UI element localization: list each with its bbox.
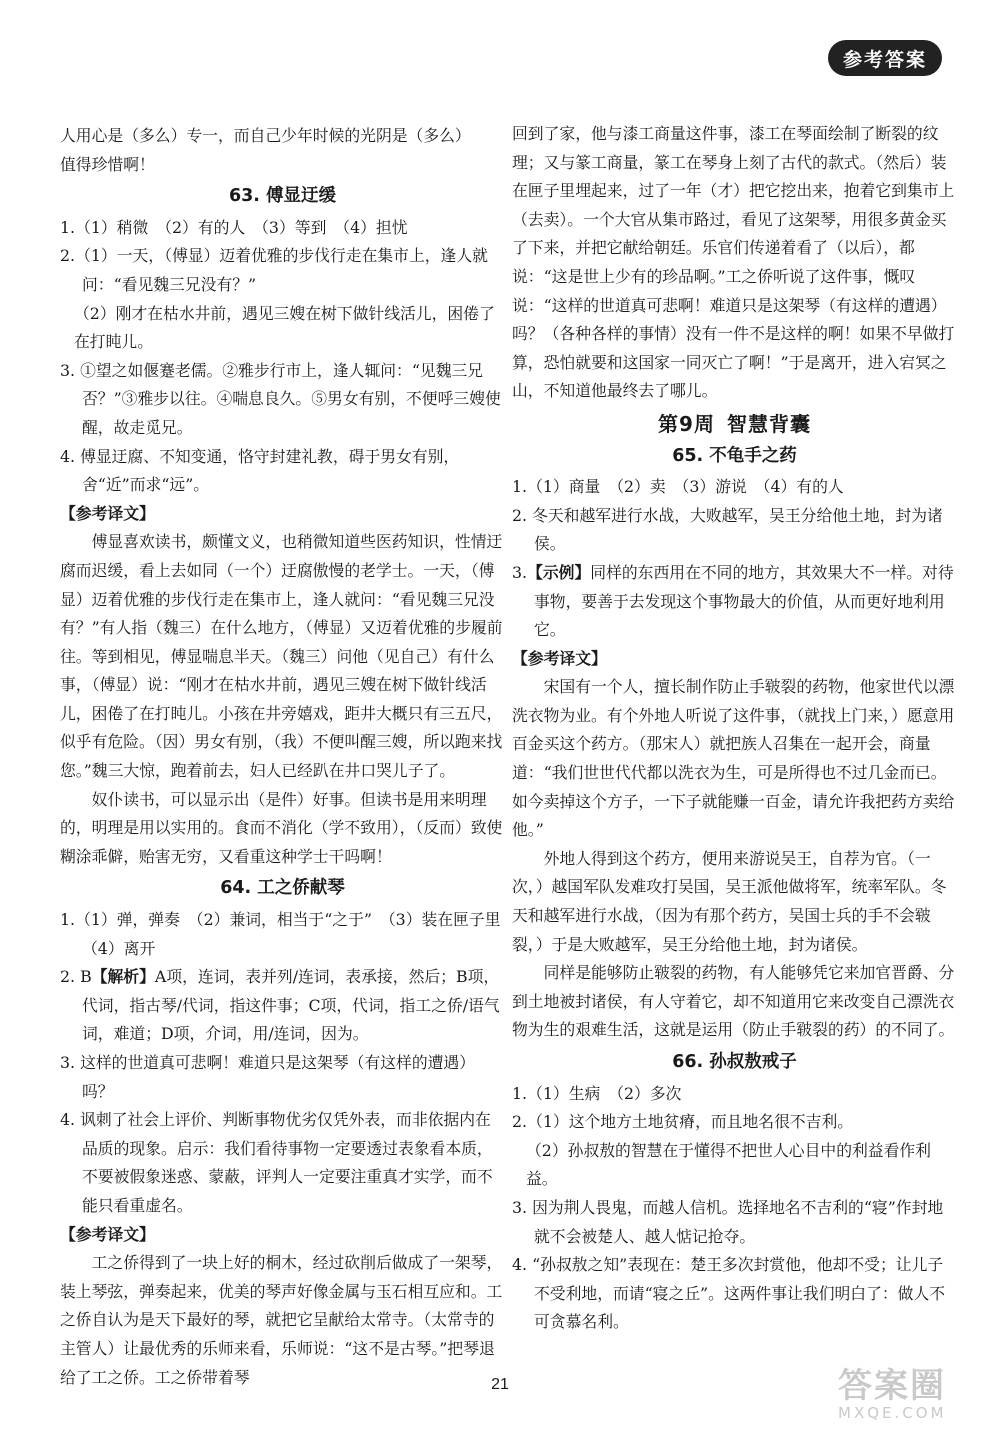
s66-answer-4: 4. “孙叔敖之知”表现在：楚王多次封赏他，他却不受；让儿子不受利地，而请“寝之丘”。这两件事让我们明白了：做人不可贪慕名利。 [512, 1255, 946, 1332]
s65-answer-3-prefix: 3. [512, 562, 528, 582]
s64-answer-2-prefix: 2. B [60, 967, 92, 987]
section-title-64: 64. 工之侨献琴 [220, 878, 345, 899]
s63-answer-4: 4. 傅显迂腐、不知变通，恪守封建礼教，碍于男女有别，舍“近”而求“远”。 [60, 446, 460, 495]
s65-answer-1: 1.（1）商量 （2）卖 （3）游说 （4）有的人 [512, 477, 844, 497]
page-number: 21 [491, 1376, 509, 1393]
s63-answer-1: 1.（1）稍微 （2）有的人 （3）等到 （4）担忧 [60, 217, 408, 237]
s65-translation-p3: 同样是能够防止皲裂的药物，有人能够凭它来加官晋爵、分到土地被封诸侯，有人守着它，却不知道用它来改变自己漂洗衣物为生的艰难生活，这就是运用（防止手皲裂的药）的不同了。 [512, 963, 955, 1040]
watermark-site: MXQE.COM [838, 1404, 947, 1422]
week-heading [512, 410, 957, 439]
section-title-66: 66. 孙叔敖戒子 [672, 1052, 797, 1072]
s65-answer-2: 2. 冬天和越军进行水战，大败越军，吴王分给他土地，封为诸侯。 [512, 505, 943, 554]
s63-reference-label: 【参考译文】 [60, 503, 155, 523]
s66-answer-1: 1.（1）生病 （2）多次 [512, 1083, 682, 1103]
s64-translation-p1: 工之侨得到了一块上好的桐木，经过砍削后做成了一架琴，装上琴弦，弹奏起来，优美的琴声好像金属与玉石相互应和。工之侨自认为是天下最好的琴，就把它呈献给太常寺。（太常寺的主管人）让最优秀的乐师来看，乐师说：“这不是古琴。”把琴退给了工之侨。工之侨带着琴 [60, 1253, 503, 1387]
s65-example-label: 【示例】 [527, 562, 591, 582]
right-column [512, 120, 957, 1337]
intro-line-1: 人用心是（多么）专一，而自己少年时候的光阴是（多么） [60, 126, 471, 145]
s65-translation-p2: 外地人得到这个药方，便用来游说吴王，自荐为官。（一次，）越国军队发难攻打吴国，吴王派他做将军，统率军队。冬天和越军进行水战，（因为有那个药方，吴国士兵的手不会皲裂，）于是大败越军，吴王分给他土地，封为诸侯。 [512, 848, 947, 954]
s65-translation-p1: 宋国有一个人，擅长制作防止手皲裂的药物，他家世代以漂洗衣物为业。有个外地人听说了这件事，（就找上门来，）愿意用百金买这个药方。（那宋人）就把族人召集在一起开会，商量道：“我们世世代代都以洗衣为生，可是所得也不过几金而已。如今卖掉这个方子，一下子就能赚一百金，请允许我把药方卖给他。” [512, 677, 955, 840]
intro-line-2: 值得珍惜啊！ [60, 154, 155, 174]
s64-reference-label: 【参考译文】 [60, 1224, 155, 1244]
s63-answer-3: 3. ①望之如偃蹇老儒。②雅步行市上，逢人辄问：“见魏三兄否？”③雅步以往。④喘息良久。⑤男女有别，不便呼三嫂使醒，故走觅兄。 [60, 360, 501, 437]
watermark-logo [838, 1368, 978, 1428]
s66-answer-2b: （2）孙叔敖的智慧在于懂得不把世人心目中的利益看作利益。 [526, 1140, 931, 1189]
s64-answer-4: 4. 讽刺了社会上评价、判断事物优劣仅凭外表，而非依据内在品质的现象。启示：我们看待事物一定要透过表象看本质，不要被假象迷惑、蒙蔽，评判人一定要注重真才实学，而不能只看重虚名。 [60, 1110, 493, 1215]
s65-answer-3-body: 同样的东西用在不同的地方，其效果大不一样。对待事物，要善于去发现这个事物最大的价值，从而更好地利用它。 [534, 562, 954, 640]
week-theme: 智慧背囊 [726, 411, 811, 436]
s66-answer-3: 3. 因为荆人畏鬼，而越人信机。选择地名不吉利的“寝”作封地就不会被楚人、越人惦记抢夺。 [512, 1197, 944, 1246]
s64-analysis-label: 【解析】 [91, 967, 155, 987]
s66-answer-2a: 2.（1）这个地方土地贫瘠，而且地名很不吉利。 [512, 1112, 854, 1132]
s64-answer-3: 3. 这样的世道真可悲啊！难道只是这架琴（有这样的遭遇）吗？ [60, 1053, 476, 1101]
s65-answer-3 [512, 559, 957, 645]
s63-translation-p1: 傅显喜欢读书，颇懂文义，也稍微知道些医药知识，性情迂腐而迟缓，看上去如同（一个）迂腐傲慢的老学士。一天，（傅显）迈着优雅的步伐行走在集市上，逢人就问：“看见魏三兄没有？”有人指（魏三）在什么地方，（傅显）又迈着优雅的步履前往。等到相见，傅显喘息半天。（魏三）问他（见自己）有什么事，（傅显）说：“刚才在枯水井前，遇见三嫂在树下做针线活儿，困倦了在打盹儿。小孩在井旁嬉戏，距井大概只有三五尺，似乎有危险。（因）男女有别，（我）不便叫醒三嫂，所以跑来找您。”魏三大惊，跑着前去，妇人已经趴在井口哭儿子了。 [60, 532, 503, 781]
s63-translation-p2: 奴仆读书，可以显示出（是件）好事。但读书是用来明理的，明理是用以实用的。食而不消化（学不致用），（反而）致使糊涂乖僻，贻害无穷，又看重这种学士干吗啊！ [60, 789, 503, 866]
left-column [60, 122, 517, 1392]
watermark-logo-text: 答案圈 [838, 1366, 946, 1406]
s63-answer-2b: （2）刚才在枯水井前，遇见三嫂在树下做针线活儿，困倦了在打盹儿。 [74, 303, 495, 352]
answer-key-badge: 参考答案 [828, 40, 942, 76]
section-title-65: 65. 不龟手之药 [672, 445, 797, 466]
s64-answer-2 [60, 963, 505, 1049]
section-title-63: 63. 傅显迂缓 [228, 186, 337, 207]
s65-reference-label: 【参考译文】 [512, 648, 607, 668]
s64-answer-1: 1.（1）弹，弹奏 （2）兼词，相当于“之于” （3）装在匣子里 （4）离开 [60, 910, 517, 958]
week-number: 第9周 [658, 411, 715, 436]
s64-translation-continued: 回到了家，他与漆工商量这件事，漆工在琴面绘制了断裂的纹理；又与篆工商量，篆工在琴身上刻了古代的款式。（然后）装在匣子里埋起来，过了一年（才）把它挖出来，抱着它到集市上（去卖）。一个大官从集市路过，看见了这架琴，用很多黄金买了下来，并把它献给朝廷。乐官们传递着看了（以后），都说：“这是世上少有的珍品啊。”工之侨听说了这件事，慨叹说：“这样的世道真可悲啊！难道只是这架琴（有这样的遭遇）吗？（各种各样的事情）没有一件不是这样的啊！如果不早做打算，恐怕就要和这国家一同灭亡了啊！”于是离开，进入宕冥之山，不知道他最终去了哪儿。 [512, 124, 955, 401]
s64-answer-2-body: A项，连词，表并列/连词，表承接，然后；B项，代词，指古琴/代词，指这件事；C项，代词，指工之侨/语气词，难道；D项，介词，用/连词，因为。 [82, 967, 500, 1044]
s63-answer-2a: 2.（1）一天，（傅显）迈着优雅的步伐行走在集市上，逢人就问：“看见魏三兄没有？” [60, 246, 488, 294]
